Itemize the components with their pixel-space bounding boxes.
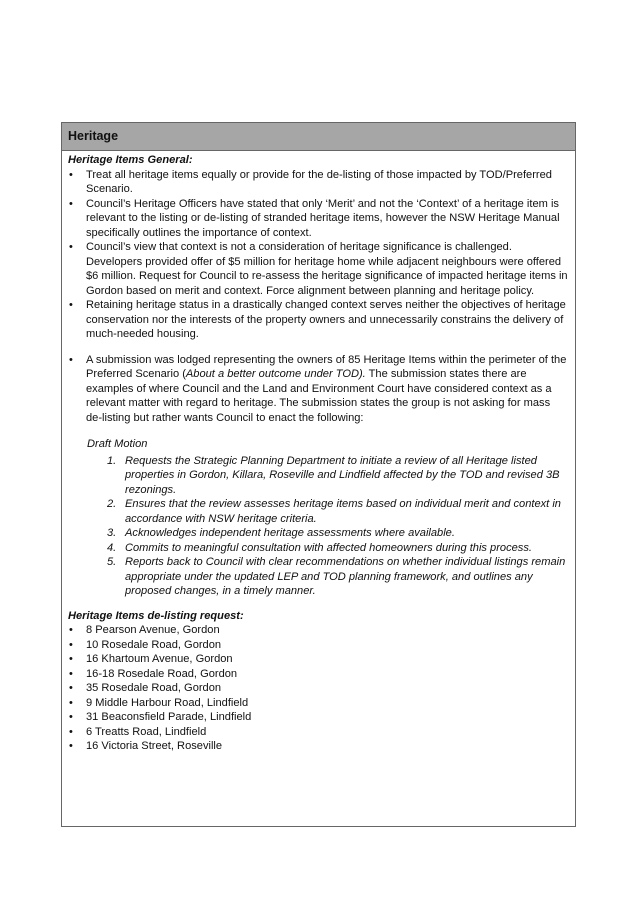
heritage-table bbox=[61, 122, 576, 827]
submission-text-italic: About a better outcome under TOD). bbox=[185, 368, 366, 380]
delisting-item: • 16 Victoria Street, Roseville bbox=[68, 739, 569, 754]
motion-item bbox=[87, 541, 569, 556]
delisting-item: • 9 Middle Harbour Road, Lindfield bbox=[68, 696, 569, 711]
delisting-list bbox=[68, 623, 569, 754]
draft-motion-title: Draft Motion bbox=[87, 438, 148, 450]
motion-item-number: 4. bbox=[107, 541, 117, 554]
motion-item bbox=[87, 497, 569, 526]
general-list bbox=[68, 168, 569, 342]
motion-item-number: 2. bbox=[107, 498, 117, 510]
motion-item-text: Reports back to Council with clear recommendations on whether individual listings remain appropriate under the updated LEP and TOD planning framework, and outlines any proposed changes, in a timely manner. bbox=[125, 556, 566, 597]
general-bullet: • Council’s view that context is not a consideration of heritage significance is challenged. Developers provided offer of $5 million for heritage home while adjacent neighbours were offered $6 million. Request for Council to re-assess the heritage significance of impacted heritage items in Gordon based on merit and context. Force alignment between planning and heritage policy. bbox=[68, 240, 569, 298]
motion-item-number: 1. bbox=[107, 454, 117, 467]
general-bullet: • Council’s Heritage Officers have stated that only ‘Merit’ and not the ‘Context’ of a heritage item is relevant to the listing or de-listing of stranded heritage items, however the NSW Heritage Manual specifically outlines the importance of context. bbox=[68, 197, 569, 241]
submission-bullet bbox=[68, 353, 569, 426]
draft-motion bbox=[68, 437, 569, 599]
section-header bbox=[62, 123, 575, 151]
motion-item bbox=[87, 454, 569, 498]
delisting-item: • 35 Rosedale Road, Gordon bbox=[68, 681, 569, 696]
delisting-item: • 16-18 Rosedale Road, Gordon bbox=[68, 667, 569, 682]
general-heading: Heritage Items General: bbox=[68, 154, 193, 166]
section-content bbox=[62, 151, 575, 754]
motion-item-text: Requests the Strategic Planning Department to initiate a review of all Heritage listed properties in Gordon, Killara, Roseville and Lindfield affected by the TOD and revised 3B rezonings. bbox=[125, 454, 560, 496]
delisting-item: • 16 Khartoum Avenue, Gordon bbox=[68, 652, 569, 667]
delisting-item: • 31 Beaconsfield Parade, Lindfield bbox=[68, 710, 569, 725]
general-bullet: • Retaining heritage status in a drastically changed context serves neither the objectives of heritage conservation nor the interests of the property owners and unnecessarily constrains the delivery of much-needed housing. bbox=[68, 298, 569, 342]
section-title: Heritage bbox=[68, 129, 119, 143]
delisting-item: • 10 Rosedale Road, Gordon bbox=[68, 638, 569, 653]
motion-item bbox=[87, 526, 569, 541]
motion-item-number: 3. bbox=[107, 527, 117, 539]
delisting-item: • 8 Pearson Avenue, Gordon bbox=[68, 623, 569, 638]
motion-list bbox=[87, 454, 569, 599]
delisting-item: • 6 Treatts Road, Lindfield bbox=[68, 725, 569, 740]
submission-text-before: A submission was lodged representing the owners of 85 Heritage Items within the perimeter of the Preferred Scenario ( bbox=[86, 353, 567, 380]
motion-item bbox=[87, 555, 569, 599]
general-bullet: • Treat all heritage items equally or provide for the de-listing of those impacted by TOD/Preferred Scenario. bbox=[68, 168, 569, 197]
motion-item-text: Ensures that the review assesses heritage items based on individual merit and context in accordance with NSW heritage criteria. bbox=[125, 498, 561, 525]
submission-list bbox=[68, 353, 569, 426]
submission-text-after: The submission states there are examples of where Council and the Land and Environment Court have considered context as a relevant matter with regard to heritage. The submission states the group is not asking for mass de-listing but rather wants Council to enact the following: bbox=[86, 368, 552, 424]
motion-item-text: Acknowledges independent heritage assessments where available. bbox=[125, 527, 455, 539]
delisting-heading: Heritage Items de-listing request: bbox=[68, 609, 244, 622]
motion-item-text: Commits to meaningful consultation with affected homeowners during this process. bbox=[125, 541, 532, 554]
motion-item-number: 5. bbox=[107, 556, 117, 568]
